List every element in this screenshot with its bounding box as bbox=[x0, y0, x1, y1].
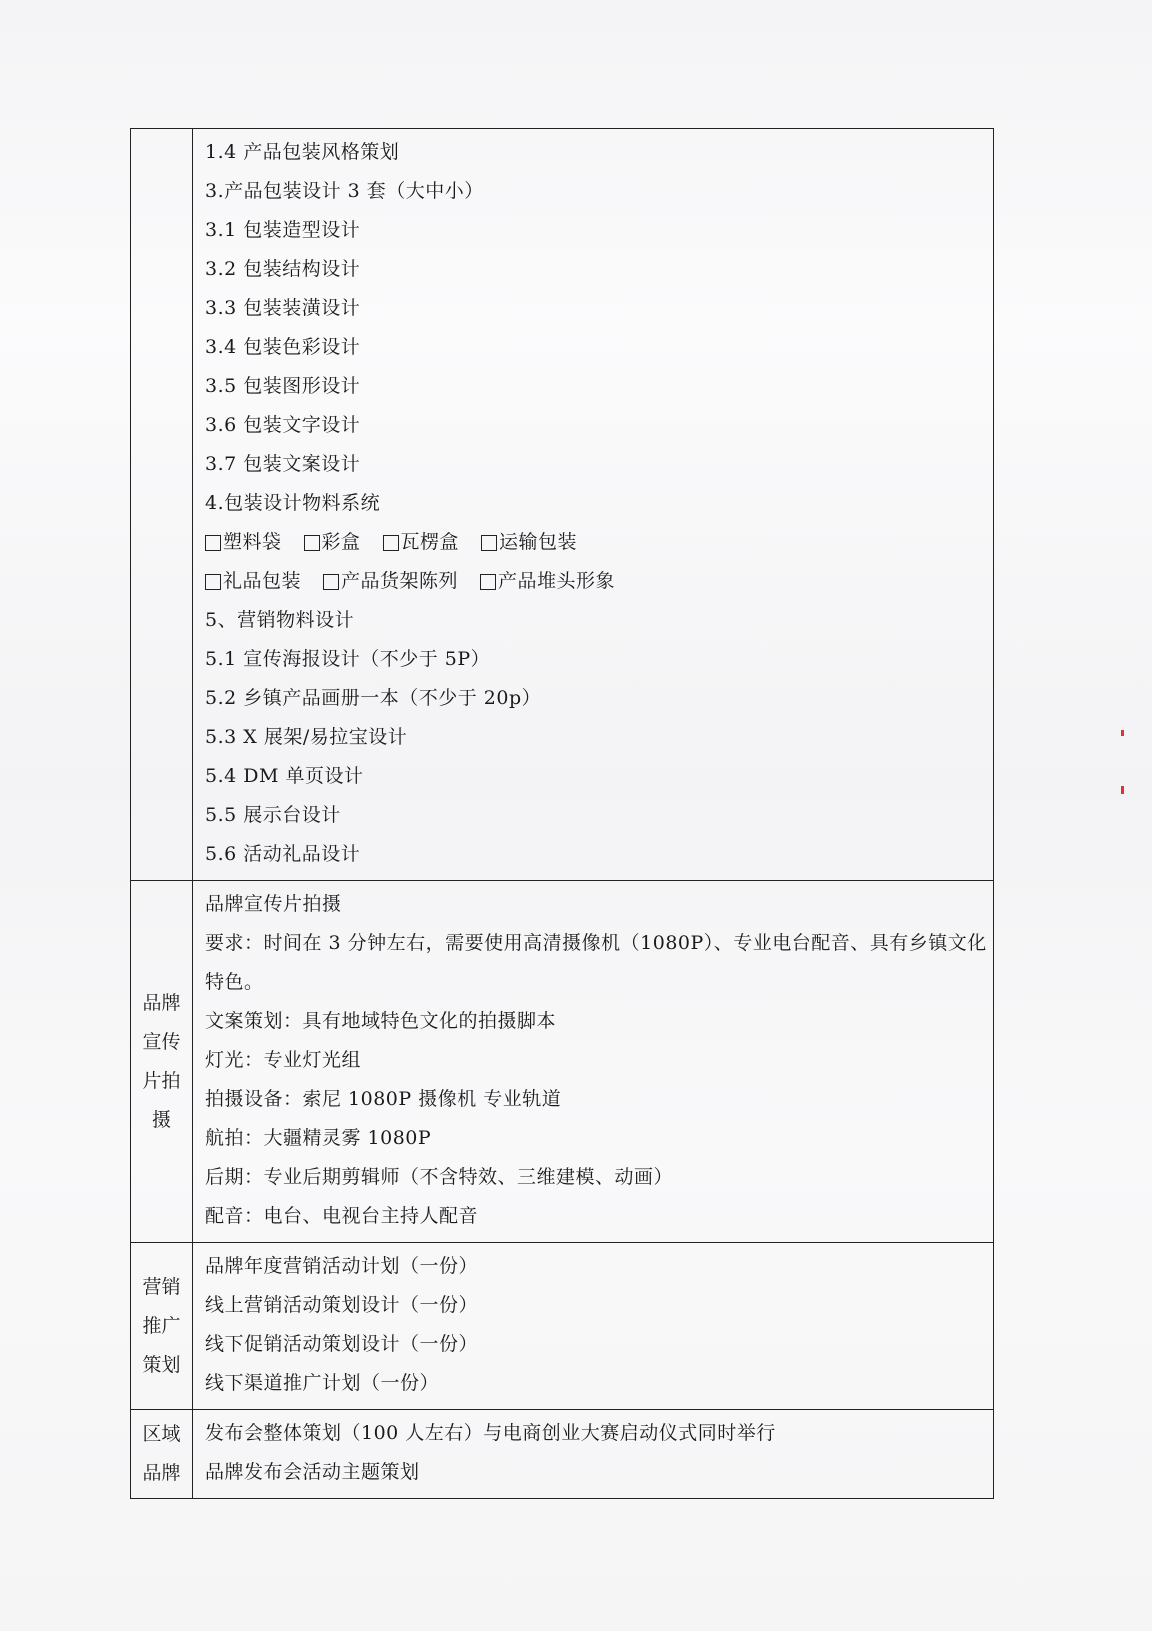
list-item: 品牌年度营销活动计划（一份） bbox=[205, 1255, 479, 1277]
content-cell-regional-brand bbox=[193, 1410, 994, 1499]
category-label: 片拍 bbox=[142, 1069, 181, 1092]
checkbox-option bbox=[323, 562, 458, 601]
list-item: 3.3 包装装潢设计 bbox=[205, 297, 361, 319]
table-row-brand-video bbox=[131, 881, 994, 1243]
list-item: 1.4 产品包装风格策划 bbox=[205, 141, 400, 163]
category-cell-brand-video bbox=[131, 881, 193, 1243]
list-item: 3.1 包装造型设计 bbox=[205, 219, 361, 241]
checkbox-option bbox=[383, 523, 460, 562]
list-item: 线上营销活动策划设计（一份） bbox=[205, 1294, 479, 1316]
table-row-packaging bbox=[131, 129, 994, 881]
checkbox-row bbox=[205, 562, 989, 601]
category-label: 营销 bbox=[142, 1275, 181, 1298]
checkbox-option bbox=[304, 523, 361, 562]
list-item: 3.7 包装文案设计 bbox=[205, 453, 361, 475]
category-label: 摄 bbox=[151, 1108, 171, 1131]
content-cell-brand-video bbox=[193, 881, 994, 1243]
category-label: 宣传 bbox=[142, 1030, 181, 1053]
checkbox-option bbox=[205, 523, 282, 562]
list-item: 3.2 包装结构设计 bbox=[205, 258, 361, 280]
checkbox-option bbox=[481, 523, 577, 562]
checkbox-label: 产品堆头形象 bbox=[498, 570, 616, 592]
list-item: 3.产品包装设计 3 套（大中小） bbox=[205, 180, 484, 202]
category-label: 品牌 bbox=[142, 1462, 181, 1484]
list-item: 4.包装设计物料系统 bbox=[205, 492, 381, 514]
category-label: 推广 bbox=[142, 1314, 181, 1337]
list-item: 品牌宣传片拍摄 bbox=[205, 893, 342, 915]
checkbox-row bbox=[205, 523, 989, 562]
scan-mark bbox=[1121, 730, 1124, 736]
checkbox-option bbox=[205, 562, 301, 601]
list-item: 后期：专业后期剪辑师（不含特效、三维建模、动画） bbox=[205, 1166, 674, 1188]
list-item: 要求：时间在 3 分钟左右，需要使用高清摄像机（1080P）、专业电台配音、具有乡镇文化特色。 bbox=[205, 932, 987, 993]
checkbox-box-icon bbox=[205, 535, 221, 551]
checkbox-label: 彩盒 bbox=[321, 531, 361, 553]
list-item: 5.5 展示台设计 bbox=[205, 804, 341, 826]
category-cell-regional-brand bbox=[131, 1410, 193, 1499]
checkbox-box-icon bbox=[205, 574, 221, 590]
list-item: 3.5 包装图形设计 bbox=[205, 375, 361, 397]
category-label: 品牌 bbox=[142, 991, 181, 1014]
checkbox-label: 产品货架陈列 bbox=[341, 570, 459, 592]
checkbox-label: 礼品包装 bbox=[223, 570, 302, 592]
list-item: 品牌发布会活动主题策划 bbox=[205, 1461, 420, 1483]
category-label: 区域 bbox=[142, 1423, 181, 1445]
checkbox-box-icon bbox=[323, 574, 339, 590]
table-row-marketing bbox=[131, 1243, 994, 1410]
list-item: 灯光：专业灯光组 bbox=[205, 1049, 362, 1071]
list-item: 3.6 包装文字设计 bbox=[205, 414, 361, 436]
table-row-regional-brand bbox=[131, 1410, 994, 1499]
checkbox-label: 瓦楞盒 bbox=[400, 531, 460, 553]
list-item: 配音：电台、电视台主持人配音 bbox=[205, 1205, 479, 1227]
list-item: 5.4 DM 单页设计 bbox=[205, 765, 364, 787]
content-cell-marketing bbox=[193, 1243, 994, 1410]
list-item: 拍摄设备：索尼 1080P 摄像机 专业轨道 bbox=[205, 1088, 562, 1110]
content-cell-packaging bbox=[193, 129, 994, 881]
checkbox-box-icon bbox=[383, 535, 399, 551]
list-item: 发布会整体策划（100 人左右）与电商创业大赛启动仪式同时举行 bbox=[205, 1422, 776, 1444]
checkbox-box-icon bbox=[481, 535, 497, 551]
document-table bbox=[130, 128, 994, 1499]
list-item: 5.1 宣传海报设计（不少于 5P） bbox=[205, 648, 491, 670]
list-item: 5、营销物料设计 bbox=[205, 609, 355, 631]
list-item: 航拍：大疆精灵雾 1080P bbox=[205, 1127, 432, 1149]
category-cell-marketing bbox=[131, 1243, 193, 1410]
list-item: 线下渠道推广计划（一份） bbox=[205, 1372, 440, 1394]
checkbox-option bbox=[480, 562, 615, 601]
list-item: 5.3 X 展架/易拉宝设计 bbox=[205, 726, 408, 748]
category-label: 策划 bbox=[142, 1353, 181, 1376]
list-item: 3.4 包装色彩设计 bbox=[205, 336, 361, 358]
scan-mark bbox=[1121, 786, 1124, 794]
list-item: 文案策划：具有地域特色文化的拍摄脚本 bbox=[205, 1010, 557, 1032]
category-cell-empty bbox=[131, 129, 193, 881]
list-item: 5.2 乡镇产品画册一本（不少于 20p） bbox=[205, 687, 542, 709]
list-item: 线下促销活动策划设计（一份） bbox=[205, 1333, 479, 1355]
checkbox-box-icon bbox=[480, 574, 496, 590]
checkbox-label: 塑料袋 bbox=[223, 531, 282, 553]
list-item: 5.6 活动礼品设计 bbox=[205, 843, 361, 865]
checkbox-box-icon bbox=[304, 535, 320, 551]
checkbox-label: 运输包装 bbox=[499, 531, 578, 553]
